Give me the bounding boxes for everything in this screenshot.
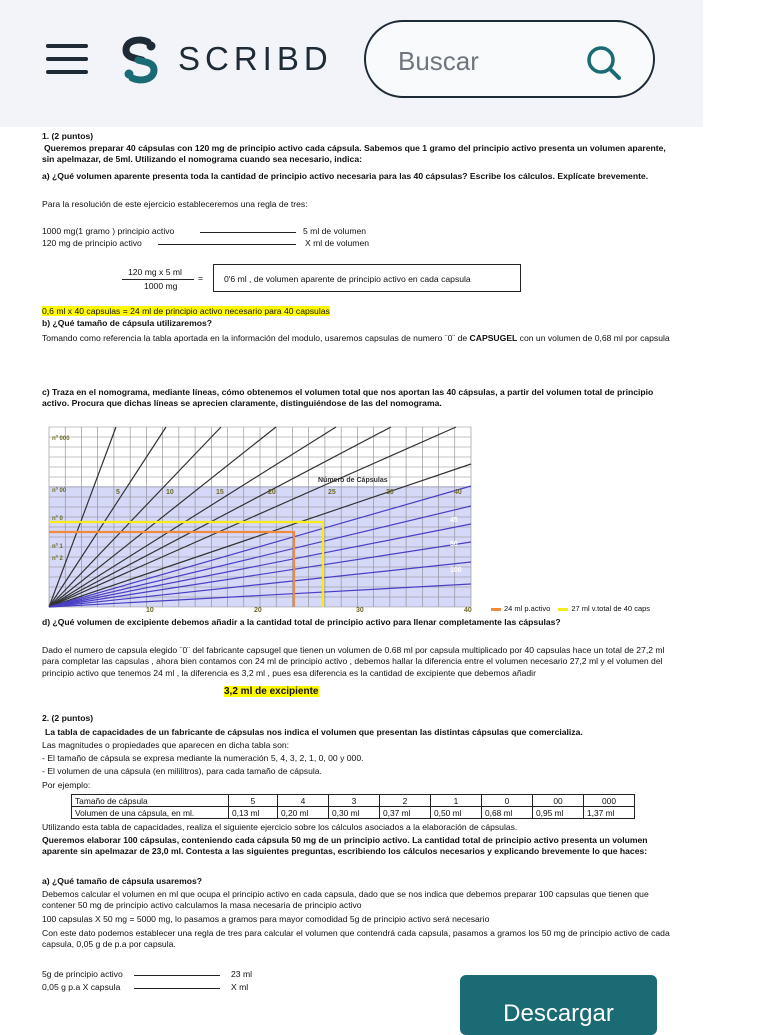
table-cell: 0,37 ml [380, 807, 431, 819]
q2-rule2-left: 0,05 g p.a X capsula [42, 982, 121, 992]
menu-icon[interactable] [46, 44, 88, 74]
rule1-left: 1000 mg(1 gramo ) principio activo [42, 226, 175, 236]
fraction-bar [122, 279, 194, 280]
q2a-answer-1: Debemos calcular el volumen en ml que ocupa el principio activo en cada capsula, dado que se nos indica que debemos preparar 100 capsulas que tienen que contener 50 mg de principio activo calculamos la masa necesaria de principio activo [42, 889, 649, 911]
q1b-answer-text-2: con un volumen de 0,68 ml por capsula [517, 333, 670, 343]
fraction-numerator: 120 mg x 5 ml [128, 267, 182, 277]
fraction-equals: = [198, 273, 204, 283]
highlight-text: 0,6 ml x 40 capsulas = 24 ml de principio activo necesario para 40 capsulas [42, 306, 330, 316]
nomogram-top-label: 10 [166, 489, 174, 496]
table-cell: 1,37 ml [584, 807, 635, 819]
nomogram-bottom-label: 30 [356, 607, 364, 614]
rule2-left: 120 mg de principio activo [42, 238, 142, 248]
table-cell: 0,68 ml [482, 807, 533, 819]
yellow-swatch [558, 608, 568, 611]
q1c-question: c) Traza en el nomograma, mediante líneas, cómo obtenemos el volumen total que nos aportan las 40 cápsulas, a partir del volumen total de principio activo. Procura que dichas líneas se aprecien claramente, distinguiéndose de las del nomograma. [42, 387, 654, 409]
table-row [72, 795, 635, 807]
search-box[interactable] [364, 20, 655, 98]
q2a-answer-2: 100 capsulas X 50 mg = 5000 mg, lo pasamos a gramos para mayor comodidad 5g de principio activo será necesario [42, 914, 490, 924]
table-cell: 0,30 ml [329, 807, 380, 819]
nomogram-left-label: nº 0 [52, 516, 63, 522]
table-cell: 0,95 ml [533, 807, 584, 819]
nomogram-bottom-label: 40 [464, 607, 472, 614]
table-cell: 00 [533, 795, 584, 807]
highlighted-result [42, 306, 330, 317]
q2-rule2-arrow [134, 988, 220, 989]
nomogram-top-label: 30 [386, 489, 394, 496]
q1-title: 1. (2 puntos) [42, 131, 94, 141]
q1b-answer [42, 333, 670, 344]
q1d-answer: Dado el numero de capsula elegido ¨0¨ del fabricante capsugel que tienen un volumen de 0.68 ml por capsula multiplicado por 40 capsulas hace un total de 27,2 ml para completar las capsulas , ahora bien contamos con 24 ml de principio activo , debemos hallar la diferencia entre el volumen necesario 27,2 ml y el volumen del principio activo que tenemos 24 ml , la diferencia es 3,2 ml , pues esa diferencia es la cantidad de excipiente que debemos añadir [42, 645, 665, 678]
q1b-answer-text: Tomando como referencia la tabla aportada en la información del modulo, usaremos capsulas de numero ¨0¨ de [42, 333, 470, 343]
rule2-arrow [158, 244, 296, 245]
nomogram-bottom-label: 10 [146, 607, 154, 614]
table-cell: 0,50 ml [431, 807, 482, 819]
nomogram-bottom-label: 20 [254, 607, 262, 614]
table-row [72, 807, 635, 819]
q2-rule2-right: X ml [231, 982, 249, 992]
q1-statement: Queremos preparar 40 cápsulas con 120 mg de principio activo cada cápsula. Sabemos que 1 gramo del principio activo presenta un volumen aparente, sin apelmazar, de 5ml. Utilizando el nomograma cuando sea necesario, indica: [42, 143, 666, 165]
legend-yellow-label: 27 ml v.total de 40 caps [571, 604, 651, 613]
rule1-arrow [200, 232, 296, 233]
table-cell: 0,20 ml [278, 807, 329, 819]
nomogram-right-label: 100 [450, 567, 462, 574]
orange-swatch [491, 608, 501, 611]
q2-rule1-right: 23 ml [231, 969, 253, 979]
top-bar [0, 0, 703, 127]
nomogram-title: Número de Cápsulas [318, 477, 388, 484]
nomogram-left-label: nº 000 [52, 436, 70, 442]
rule1-right: 5 ml de volumen [303, 226, 367, 236]
scribd-logo-text[interactable]: SCRIBD [178, 40, 333, 77]
nomogram-top-label: 25 [328, 489, 336, 496]
q1d-result [224, 686, 319, 697]
nomogram-left-label: nº 00 [52, 488, 67, 494]
q2-intro: Las magnitudes o propiedades que aparecen en dicha tabla son: [42, 740, 290, 750]
q2-bullet-1: - El tamaño de cápsula se expresa mediante la numeración 5, 4, 3, 2, 1, 0, 00 y 000. [42, 753, 364, 763]
nomogram-right-label: 45 [450, 517, 458, 524]
nomogram-top-label: 5 [116, 489, 120, 496]
result-box: 0'6 ml , de volumen aparente de principio activo en cada capsula [213, 264, 521, 292]
q1a-intro: Para la resolución de este ejercicio estableceremos una regla de tres: [42, 199, 308, 209]
nomogram-right-label: 50 [450, 541, 458, 548]
rule2-right: X ml de volumen [305, 238, 370, 248]
q2-after-table: Utilizando esta tabla de capacidades, realiza el siguiente ejercicio sobre los cálculos asociados a la elaboración de cápsulas. [42, 822, 518, 832]
search-icon[interactable] [585, 44, 623, 82]
download-button[interactable]: Descargar [460, 975, 657, 1035]
q2-example: Por ejemplo: [42, 780, 91, 790]
nomogram-left-label: nº 2 [52, 556, 63, 562]
q2-bullet-2: - El volumen de una cápsula (en mililitros), para cada tamaño de cápsula. [42, 766, 322, 776]
nomogram-legend [491, 604, 650, 613]
q1d-result-highlight: 3,2 ml de excipiente [224, 686, 319, 697]
q1d-question: d) ¿Qué volumen de excipiente debemos añadir a la cantidad total de principio activo para llenar completamente las cápsulas? [42, 617, 561, 627]
nomogram-chart [46, 424, 483, 614]
table-cell: 0,13 ml [229, 807, 278, 819]
table-cell: 2 [380, 795, 431, 807]
capsule-capacity-table [71, 794, 635, 819]
legend-orange-label: 24 ml p.activo [504, 604, 551, 613]
table-cell: 4 [278, 795, 329, 807]
fraction-denominator: 1000 mg [144, 281, 178, 291]
table-cell: 5 [229, 795, 278, 807]
q2-exercise: Queremos elaborar 100 cápsulas, conteniendo cada cápsula 50 mg de un principio activo. La cantidad total de principio activo presenta un volumen aparente sin apelmazar de 23,0 ml. Contesta a las siguientes preguntas, escribiendo los cálculos necesarios y explicando brevemente lo que haces: [42, 835, 648, 857]
nomogram-top-label: 40 [454, 489, 462, 496]
search-input[interactable] [396, 42, 580, 80]
table-cell: 1 [431, 795, 482, 807]
q2-statement: La tabla de capacidades de un fabricante de cápsulas nos indica el volumen que presentan las distintas cápsulas que comercializa. [45, 727, 583, 737]
q2-rule1-left: 5g de principio activo [42, 969, 123, 979]
nomogram-left-label: nº 1 [52, 544, 63, 550]
table-cell: Tamaño de cápsula [72, 795, 229, 807]
q1a-question: a) ¿Qué volumen aparente presenta toda la cantidad de principio activo necesaria para las 40 cápsulas? Escribe los cálculos. Explícate brevemente. [42, 171, 649, 181]
nomogram-top-label: 20 [268, 489, 276, 496]
q2a-answer-3: Con este dato podemos establecer una regla de tres para calcular el volumen que contendrá cada capsula, pasamos a gramos los 50 mg de principio activo de cada capsula, 0,05 g de p.a por capsula. [42, 928, 670, 950]
table-cell: 000 [584, 795, 635, 807]
q2-title: 2. (2 puntos) [42, 713, 94, 723]
nomogram-top-label: 15 [216, 489, 224, 496]
q2-rule1-arrow [134, 975, 220, 976]
q2a-question: a) ¿Qué tamaño de cápsula usaremos? [42, 876, 202, 886]
q1b-question: b) ¿Qué tamaño de cápsula utilizaremos? [42, 318, 212, 328]
table-cell: 0 [482, 795, 533, 807]
scribd-logo-icon[interactable] [118, 36, 162, 84]
table-cell: 3 [329, 795, 380, 807]
capsugel-brand: CAPSUGEL [469, 333, 518, 343]
table-cell: Volumen de una cápsula, en ml. [72, 807, 229, 819]
